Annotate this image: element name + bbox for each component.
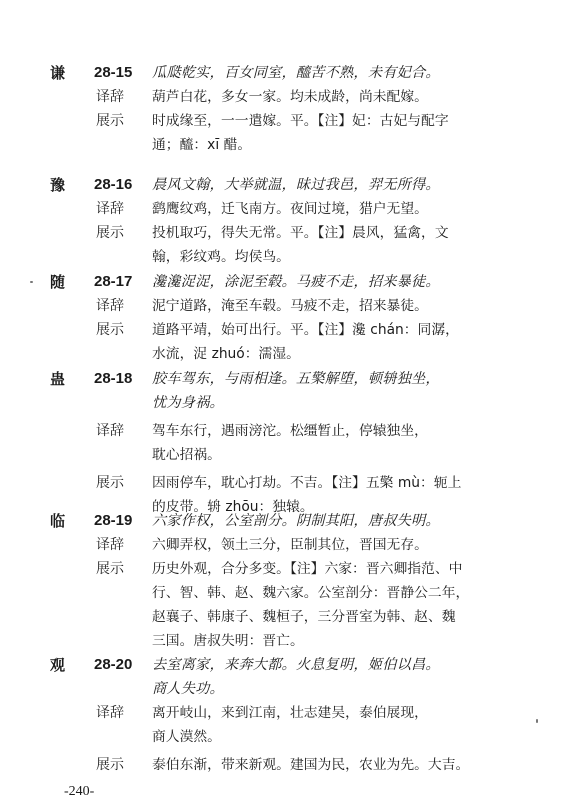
- translation-line: 驾车东行，遇雨滂沱。松缰暂止，停辕独坐，: [152, 423, 428, 439]
- entry-code: 28-18: [94, 370, 133, 387]
- verse-line: 忧为身祸。: [152, 395, 224, 411]
- translation-label: 译辞: [96, 201, 124, 217]
- interpretation-line: 赵襄子、韩康子、魏桓子，三分晋室为韩、赵、魏: [152, 609, 456, 625]
- interpretation-label: 展示: [96, 475, 124, 491]
- verse-line: 六家作权，公室剖分。阴制其阳，唐叔失明。: [152, 513, 440, 529]
- interpretation-line: 泰伯东渐，带来新观。建国为民，农业为先。大吉。: [152, 757, 470, 773]
- interpretation-label: 展示: [96, 757, 124, 773]
- hexagram-name: 观: [50, 656, 66, 674]
- entry-28-19: [0, 511, 579, 655]
- interpretation-line: 通；醯：xī 醋。: [152, 137, 252, 153]
- interpretation-label: 展示: [96, 113, 124, 129]
- entry-28-17: [0, 272, 579, 368]
- translation-line: 葫芦白花，多女一家。均未成龄，尚未配嫁。: [152, 89, 428, 105]
- translation-line: 泥宁道路，淹至车毂。马疲不走，招来暴徒。: [152, 298, 428, 314]
- entry-code: 28-17: [94, 273, 133, 290]
- interpretation-line: 行、智、韩、赵、魏六家。公室剖分：晋静公二年，: [152, 585, 470, 601]
- page-number: -240-: [64, 784, 95, 799]
- translation-label: 译辞: [96, 298, 124, 314]
- hexagram-name: 豫: [50, 176, 66, 194]
- entry-code: 28-19: [94, 512, 133, 529]
- interpretation-line: 水流，浞 zhuó：濡湿。: [152, 346, 300, 362]
- translation-label: 译辞: [96, 423, 124, 439]
- entry-28-16: [0, 175, 579, 271]
- entry-28-20: [0, 655, 579, 779]
- interpretation-line: 道路平靖，始可出行。平。【注】瀺 chán：同潺，: [152, 322, 459, 338]
- translation-label: 译辞: [96, 537, 124, 553]
- translation-label: 译辞: [96, 705, 124, 721]
- verse-line: 瓜瓞乾实，百女同室，醯苦不熟，未有妃合。: [152, 65, 440, 81]
- interpretation-line: 历史外观，合分多变。【注】六家：晋六卿指范、中: [152, 561, 463, 577]
- translation-label: 译辞: [96, 89, 124, 105]
- interpretation-line: 因雨停车，耽心打劫。不吉。【注】五檠 mù：轭上: [152, 475, 462, 491]
- entry-28-15: [0, 63, 579, 159]
- hexagram-name: 临: [50, 512, 66, 530]
- interpretation-line: 时成缘至，一一遣嫁。平。【注】妃：古妃与配字: [152, 113, 449, 129]
- entry-code: 28-16: [94, 176, 133, 193]
- verse-line: 瀺瀺浞浞，涂泥至毂。马疲不走，招来暴徒。: [152, 274, 440, 290]
- interpretation-line: 投机取巧，得失无常。平。【注】晨风，猛禽，文: [152, 225, 449, 241]
- verse-line: 晨风文翰，大举就温，昧过我邑，羿无所得。: [152, 177, 440, 193]
- entry-28-18: [0, 369, 579, 521]
- entry-code: 28-15: [94, 64, 133, 81]
- interpretation-line: 三国。唐叔失明：晋亡。: [152, 633, 304, 649]
- translation-line: 六卿弄权，领土三分，臣制其位，晋国无存。: [152, 537, 428, 553]
- interpretation-label: 展示: [96, 322, 124, 338]
- hexagram-name: 蛊: [50, 370, 66, 388]
- interpretation-line: 的皮带。辀 zhōu：独辕。: [152, 499, 314, 515]
- translation-line: 耽心招祸。: [152, 447, 221, 463]
- verse-line: 商人失功。: [152, 681, 224, 697]
- hexagram-name: 随: [50, 273, 66, 291]
- interpretation-label: 展示: [96, 225, 124, 241]
- verse-line: 胶车驾东，与雨相逢。五檠解堕，顿辀独坐，: [152, 371, 440, 387]
- scan-speck: [30, 281, 33, 283]
- interpretation-label: 展示: [96, 561, 124, 577]
- verse-line: 去室离家，来奔大都。火息复明，姬伯以昌。: [152, 657, 440, 673]
- translation-line: 商人漠然。: [152, 729, 221, 745]
- scan-speck: [536, 719, 538, 723]
- hexagram-name: 谦: [50, 64, 66, 82]
- translation-line: 鹞鹰纹鸡，迁飞南方。夜间过境，猎户无望。: [152, 201, 428, 217]
- translation-line: 离开岐山，来到江南，壮志建吴，泰伯展现，: [152, 705, 428, 721]
- interpretation-line: 翰，彩纹鸡。均侯鸟。: [152, 249, 290, 265]
- entry-code: 28-20: [94, 656, 133, 673]
